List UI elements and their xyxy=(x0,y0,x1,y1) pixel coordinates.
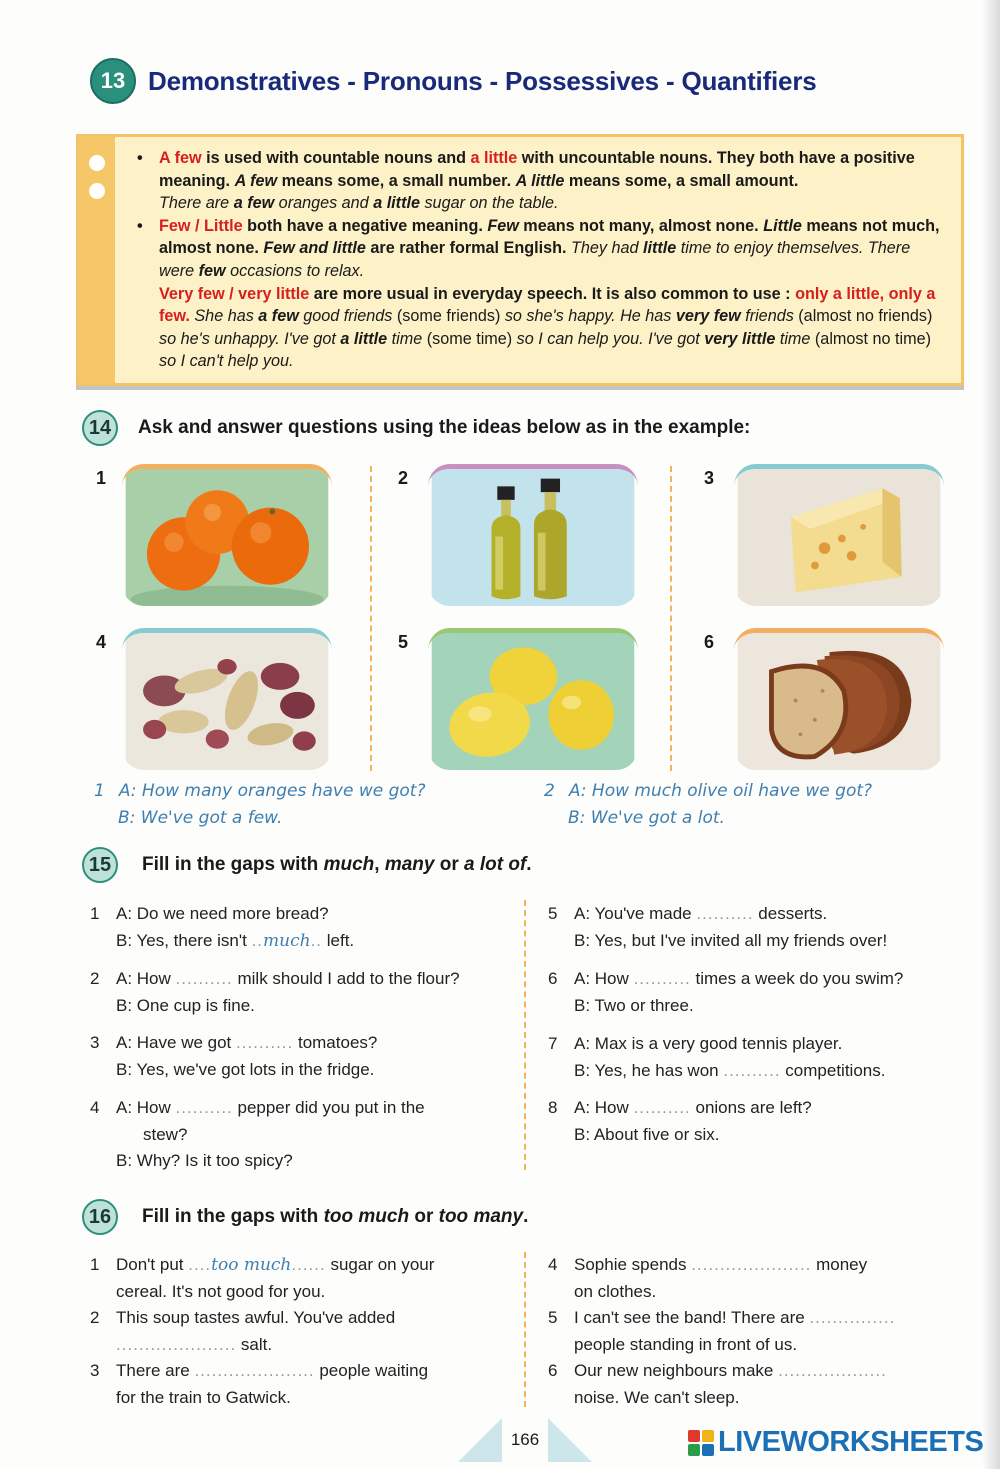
ex16-item-3: 3 There are ..................... people waiting for the train to Gatwick. xyxy=(90,1361,429,1407)
example-1: 1 A: How many oranges have we got? B: We've got a few. xyxy=(94,781,426,828)
ex16-item-4: 4 Sophie spends ..................... money on clothes. xyxy=(548,1255,868,1301)
ex15-gap-7[interactable]: .......... xyxy=(723,1060,781,1080)
ex15-item-1: 1 A: Do we need more bread? B: Yes, there isn't ..much.. left. xyxy=(90,904,355,951)
exercise-16-column-divider xyxy=(524,1252,526,1407)
unit-header xyxy=(90,58,817,104)
rule-box-stripe xyxy=(79,137,115,383)
ex16-gap-6[interactable]: ................... xyxy=(778,1361,887,1380)
rule-few-little: • Few / Little both have a negative meaning. Few means not many, almost none. Little means not much, almost none. Few and little are rather formal English. They had little time to enjoy themselves. There were few occasions to relax. xyxy=(137,216,940,280)
bullet-icon: • xyxy=(137,149,143,167)
picture-number: 1 xyxy=(96,468,107,488)
exercise-14-instruction: Ask and answer questions using the ideas below as in the example: xyxy=(138,417,751,438)
example-2: 2 A: How much olive oil have we got? B: We've got a lot. xyxy=(544,781,873,828)
unit-title: Demonstratives - Pronouns - Possessives - Quantifiers xyxy=(148,65,817,96)
picture-number: 4 xyxy=(96,632,107,652)
picture-column-divider xyxy=(370,466,372,771)
rule-a-few: • A few is used with countable nouns and a little with uncountable nouns. They both have a positive meaning. A few means some, a small number. A little means some, a small amount. There are a few oranges and a little sugar on the table. xyxy=(137,149,915,213)
page-number-tab xyxy=(450,1418,600,1462)
ex15-answer-1[interactable]: much xyxy=(263,930,311,951)
exercise-16-instruction: Fill in the gaps with too much or too many. xyxy=(142,1206,529,1227)
potatoes-icon xyxy=(122,633,332,770)
page-number: 166 xyxy=(510,1430,540,1449)
ex15-item-8: 8 A: How .......... onions are left? B: About five or six. xyxy=(548,1098,812,1144)
exercise-14-number: 14 xyxy=(82,410,118,446)
picture-number: 2 xyxy=(398,468,409,488)
ex16-item-6: 6 Our new neighbours make ................... noise. We can't sleep. xyxy=(548,1361,887,1407)
exercise-15-number: 15 xyxy=(82,847,118,883)
ex15-item-4: 4 A: How .......... pepper did you put in the stew? B: Why? Is it too spicy? xyxy=(90,1098,425,1170)
picture-number: 5 xyxy=(398,632,409,652)
ex16-answer-1[interactable]: too much xyxy=(211,1255,292,1275)
ex16-item-1: 1 Don't put ....too much...... sugar on your cereal. It's not good for you. xyxy=(90,1255,435,1301)
bread-icon xyxy=(734,633,944,770)
unit-number-badge: 13 xyxy=(90,58,136,104)
ex15-item-7: 7 A: Max is a very good tennis player. B: Yes, he has won .......... competitions. xyxy=(548,1034,886,1080)
rule-dot-icon xyxy=(89,155,105,171)
liveworksheets-logo-icon xyxy=(688,1430,714,1456)
bullet-icon: • xyxy=(137,216,143,235)
ex15-gap-5[interactable]: .......... xyxy=(696,904,754,923)
ex15-gap-8[interactable]: .......... xyxy=(633,1098,691,1117)
ex15-gap-3[interactable]: .......... xyxy=(236,1033,294,1052)
ex16-gap-2[interactable]: ..................... xyxy=(116,1334,237,1354)
exercise-16-header xyxy=(82,1199,528,1235)
bread-picture xyxy=(734,628,944,770)
exercise-15-header xyxy=(82,847,532,883)
rule-dot-icon xyxy=(89,183,105,199)
grammar-rule-box xyxy=(76,134,964,386)
rule-very-few: Very few / very little are more usual in everyday speech. It is also common to use : only a little, only a few. She has a few good friends (some friends) so she's happy. He has very few friends (almost no friends) so he's unhappy. I've got a little time (some time) so I can help you. I've got very little time (almost no time) so I can't help you. xyxy=(159,284,936,371)
exercise-14-header xyxy=(82,410,750,446)
exercise-15-column-divider xyxy=(524,900,526,1170)
ex15-gap-2[interactable]: .......... xyxy=(175,969,233,988)
oranges-picture xyxy=(122,464,332,606)
exercise-16-number: 16 xyxy=(82,1199,118,1235)
ex15-item-3: 3 A: Have we got .......... tomatoes? B: Yes, we've got lots in the fridge. xyxy=(90,1033,378,1079)
ex16-gap-3[interactable]: ..................... xyxy=(194,1361,315,1380)
ex15-gap-6[interactable]: .......... xyxy=(633,969,691,988)
picture-number: 3 xyxy=(704,468,715,488)
oranges-icon xyxy=(122,469,332,606)
picture-number: 6 xyxy=(704,632,715,652)
olive-oil-bottles-icon xyxy=(428,469,638,606)
liveworksheets-logo: LIVEWORKSHEETS xyxy=(688,1426,983,1459)
potatoes-picture xyxy=(122,628,332,770)
ex16-item-2: 2 This soup tastes awful. You've added ..................... salt. xyxy=(90,1308,396,1354)
exercise-15-instruction: Fill in the gaps with much, many or a lot of. xyxy=(142,854,532,875)
cheese-icon xyxy=(734,469,944,606)
olive-oil-picture xyxy=(428,464,638,606)
ex16-gap-4[interactable]: ..................... xyxy=(691,1255,812,1274)
page-edge-shadow xyxy=(982,0,1000,1469)
ex16-item-5: 5 I can't see the band! There are ............... people standing in front of us. xyxy=(548,1308,896,1354)
ex15-gap-4[interactable]: .......... xyxy=(175,1098,233,1117)
cheese-picture xyxy=(734,464,944,606)
grammar-rules xyxy=(135,147,949,373)
ex15-item-5: 5 A: You've made .......... desserts. B: Yes, but I've invited all my friends over! xyxy=(548,904,888,950)
ex16-gap-5[interactable]: ............... xyxy=(809,1308,896,1327)
ex15-item-6: 6 A: How .......... times a week do you swim? B: Two or three. xyxy=(548,969,904,1015)
picture-column-divider xyxy=(670,466,672,771)
lemons-icon xyxy=(428,633,638,770)
lemons-picture xyxy=(428,628,638,770)
ex15-item-2: 2 A: How .......... milk should I add to the flour? B: One cup is fine. xyxy=(90,969,460,1015)
